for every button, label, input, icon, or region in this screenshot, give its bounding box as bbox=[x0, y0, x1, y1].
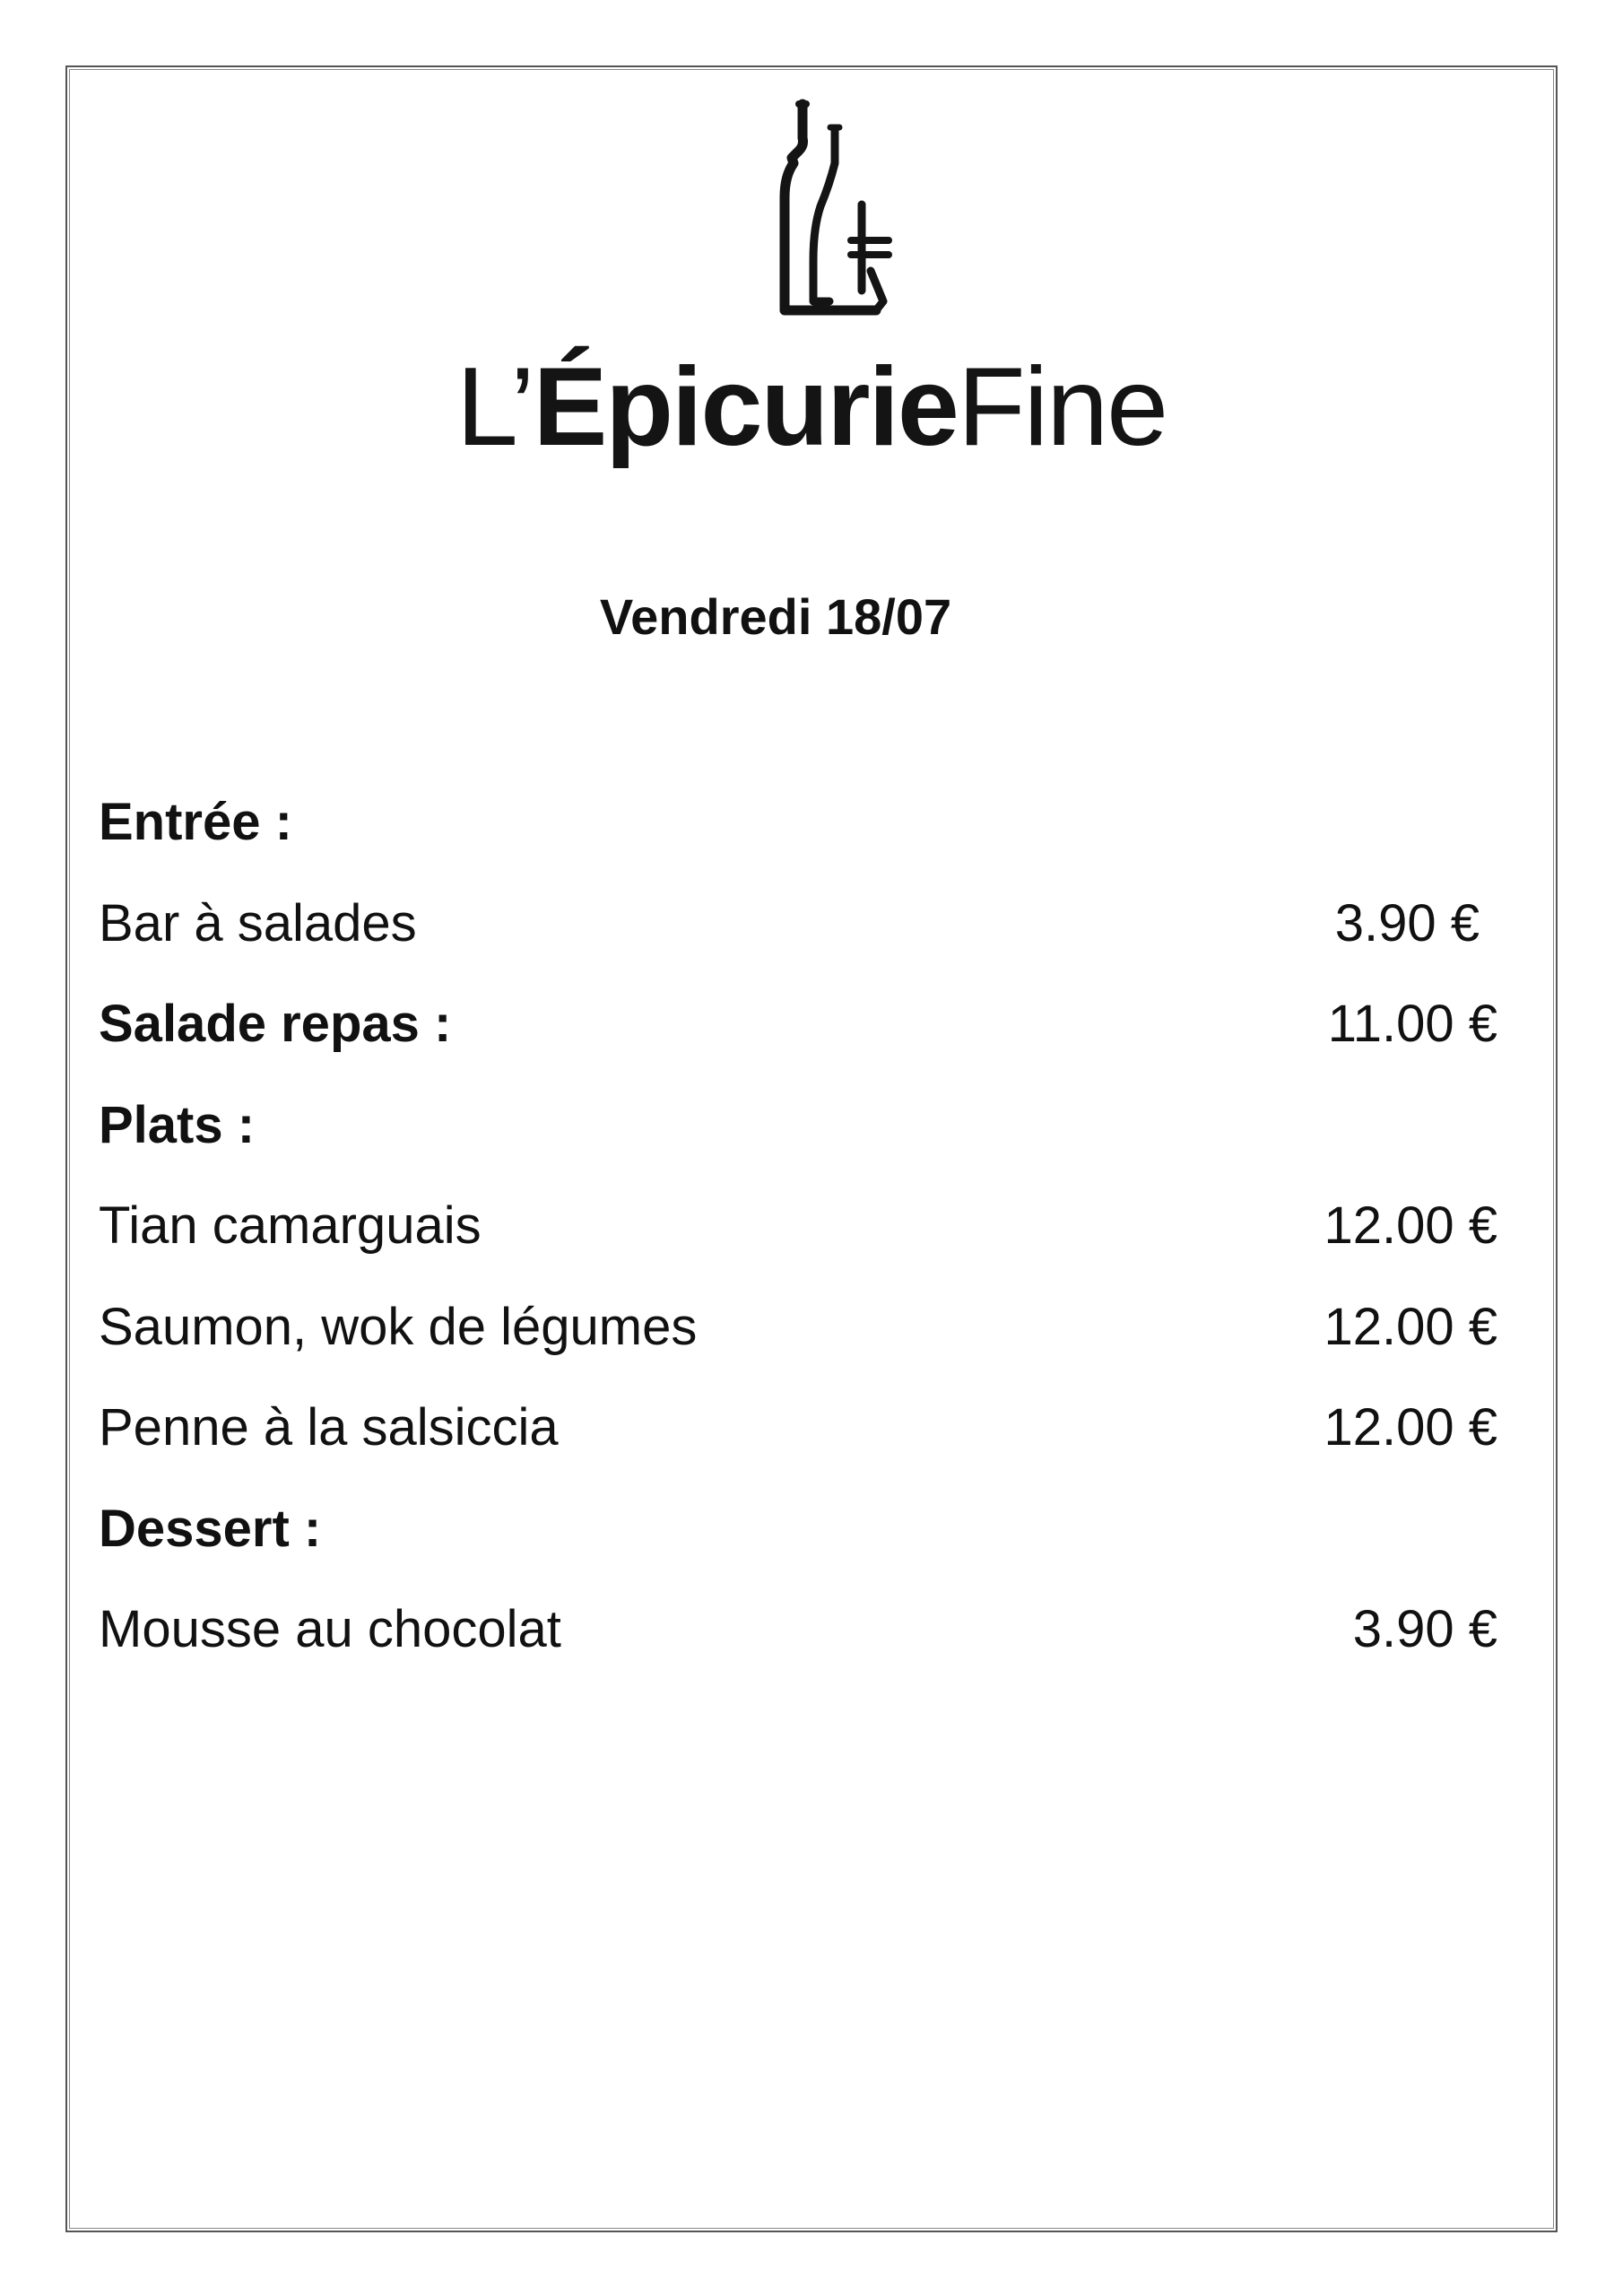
menu-row-label: Dessert : bbox=[99, 1499, 322, 1558]
menu-row bbox=[99, 893, 1497, 999]
menu-row-price: 12.00 € bbox=[1324, 1398, 1497, 1457]
menu-row bbox=[99, 1499, 1497, 1605]
menu-row-price: 3.90 € bbox=[1334, 893, 1480, 952]
menu-row-label: Bar à salades bbox=[99, 893, 417, 952]
menu-row-label: Entrée : bbox=[99, 793, 292, 851]
brand-name-part1: L’ bbox=[456, 345, 534, 469]
menu-list bbox=[99, 793, 1497, 1705]
menu-row-price: 11.00 € bbox=[1327, 995, 1497, 1053]
menu-row-price: 3.90 € bbox=[1352, 1600, 1497, 1658]
menu-row bbox=[99, 793, 1497, 898]
brand-name-part3: Fine bbox=[957, 345, 1167, 469]
menu-date: Vendredi 18/07 bbox=[599, 588, 952, 645]
menu-row bbox=[99, 995, 1497, 1100]
menu-row-label: Tian camarguais bbox=[99, 1196, 482, 1255]
menu-row-label: Mousse au chocolat bbox=[99, 1600, 561, 1658]
menu-row bbox=[99, 1297, 1497, 1403]
menu-row-label: Plats : bbox=[99, 1095, 256, 1154]
bottles-glass-icon bbox=[776, 99, 919, 323]
brand-name-part2: Épicurie bbox=[533, 345, 958, 469]
menu-row bbox=[99, 1095, 1497, 1201]
brand-wordmark bbox=[0, 345, 1623, 469]
menu-row bbox=[99, 1600, 1497, 1705]
menu-row-label: Saumon, wok de légumes bbox=[99, 1297, 698, 1356]
menu-row-price: 12.00 € bbox=[1324, 1297, 1497, 1356]
menu-row-label: Salade repas : bbox=[99, 995, 452, 1053]
menu-row bbox=[99, 1398, 1497, 1503]
menu-row-label: Penne à la salsiccia bbox=[99, 1398, 559, 1457]
menu-row bbox=[99, 1196, 1497, 1301]
menu-row-price: 12.00 € bbox=[1324, 1196, 1497, 1255]
